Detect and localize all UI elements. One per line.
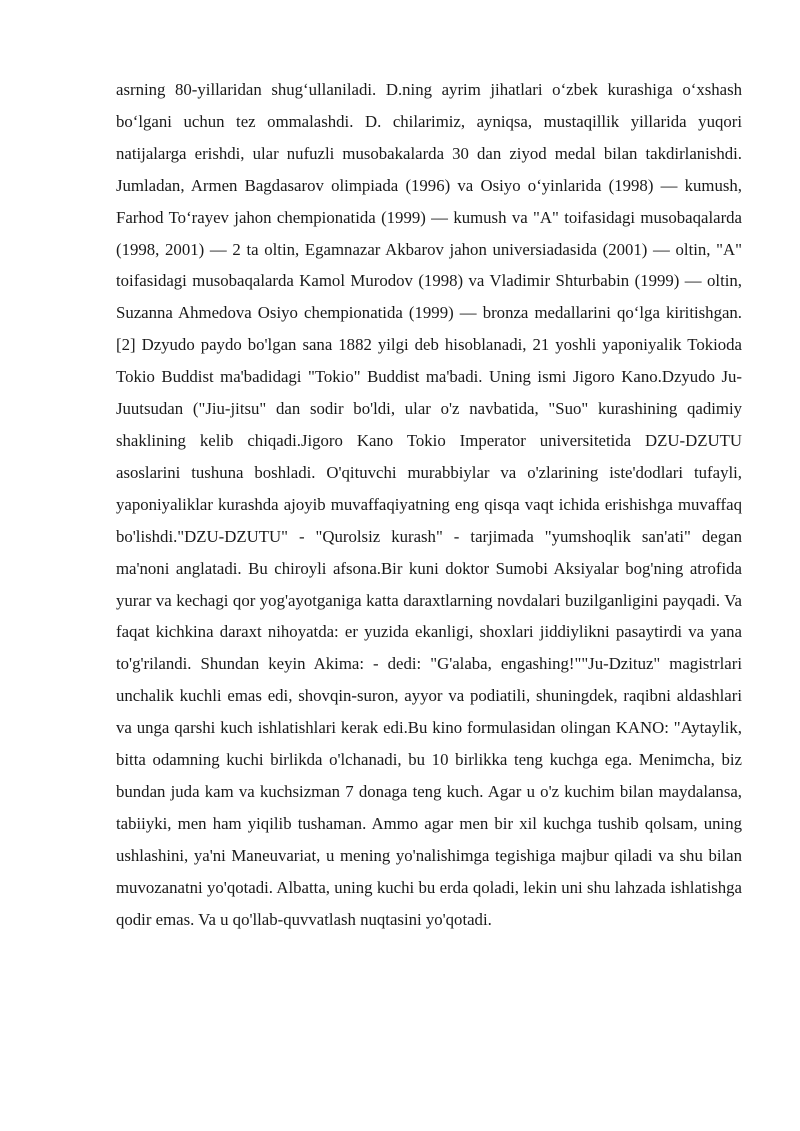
body-paragraph: asrning 80-yillaridan shug‘ullaniladi. D.ning ayrim jihatlari o‘zbek kurashiga o‘xshash bo‘lgani uchun tez ommalashdi. D. chilarimiz, ayniqsa, mustaqillik yillarida yuqori natijalarga erishdi, ular nufuzli musobakalarda 30 dan ziyod medal bilan takdirlanishdi. Jumladan, Armen Bagdasarov olimpiada (1996) va Osiyo o‘yinlarida (1998) — kumush, Farhod To‘rayev jahon chempionatida (1999) — kumush va "A" toifasidagi musobaqalarda (1998, 2001) — 2 ta oltin, Egamnazar Akbarov jahon universiadasida (2001) — oltin, "A" toifasidagi musobaqalarda Kamol Murodov (1998) va Vladimir Shturbabin (1999) — oltin, Suzanna Ahmedova Osiyo chempionatida (1999) — bronza medallarini qo‘lga kiritishgan.[2] Dzyudo paydo bo'lgan sana 1882 yilgi deb hisoblanadi, 21 yoshli yaponiyalik Tokioda Tokio Buddist ma'badidagi "Tokio" Buddist ma'badi. Uning ismi Jigoro Kano.Dzyudo Ju-Juutsudan ("Jiu-jitsu" dan sodir bo'ldi, ular o'z navbatida, "Suo" kurashining qadimiy shaklining kelib chiqadi.Jigoro Kano Tokio Imperator universitetida DZU-DZUTU asoslarini tushuna boshladi. O'qituvchi murabbiylar va o'zlarining iste'dodlari tufayli, yaponiyaliklar kurashda ajoyib muvaffaqiyatning eng qisqa vaqt ichida erishishga muvaffaq bo'lishdi."DZU-DZUTU" - "Qurolsiz kurash" - tarjimada "yumshoqlik san'ati" degan ma'noni anglatadi. Bu chiroyli afsona.Bir kuni doktor Sumobi Aksiyalar bog'ning atrofida yurar va kechagi qor yog'ayotganiga katta daraxtlarning novdalari buzilganligini payqadi. Va faqat kichkina daraxt nihoyatda: er yuzida ekanligi, shoxlari jiddiylikni pasaytirdi va yana to'g'rilandi. Shundan keyin Akima: - dedi: "G'alaba, engashing!""Ju-Dzituz" magistrlari unchalik kuchli emas edi, shovqin-suron, ayyor va podiatili, shuningdek, raqibni aldashlari va unga qarshi kuch ishlatishlari kerak edi.Bu kino formulasidan olingan KANO: "Aytaylik, bitta odamning kuchi birlikda o'lchanadi, bu 10 birlikka teng kuchga ega. Menimcha, biz bundan juda kam va kuchsizman 7 donaga teng kuch. Agar u o'z kuchim bilan maydalansa, tabiiyki, men ham yiqilib tushaman. Ammo agar men bir xil kuchga tushib qolsam, uning ushlashini, ya'ni Maneuvariat, u mening yo'nalishimga tegishiga majbur qiladi va shu bilan muvozanatni yo'qotadi. Albatta, uning kuchi bu erda qoladi, lekin uni shu lahzada ishlatishga qodir emas. Va u qo'llab-quvvatlash nuqtasini yo'qotadi. (116, 80, 742, 929)
document-page (116, 74, 742, 935)
